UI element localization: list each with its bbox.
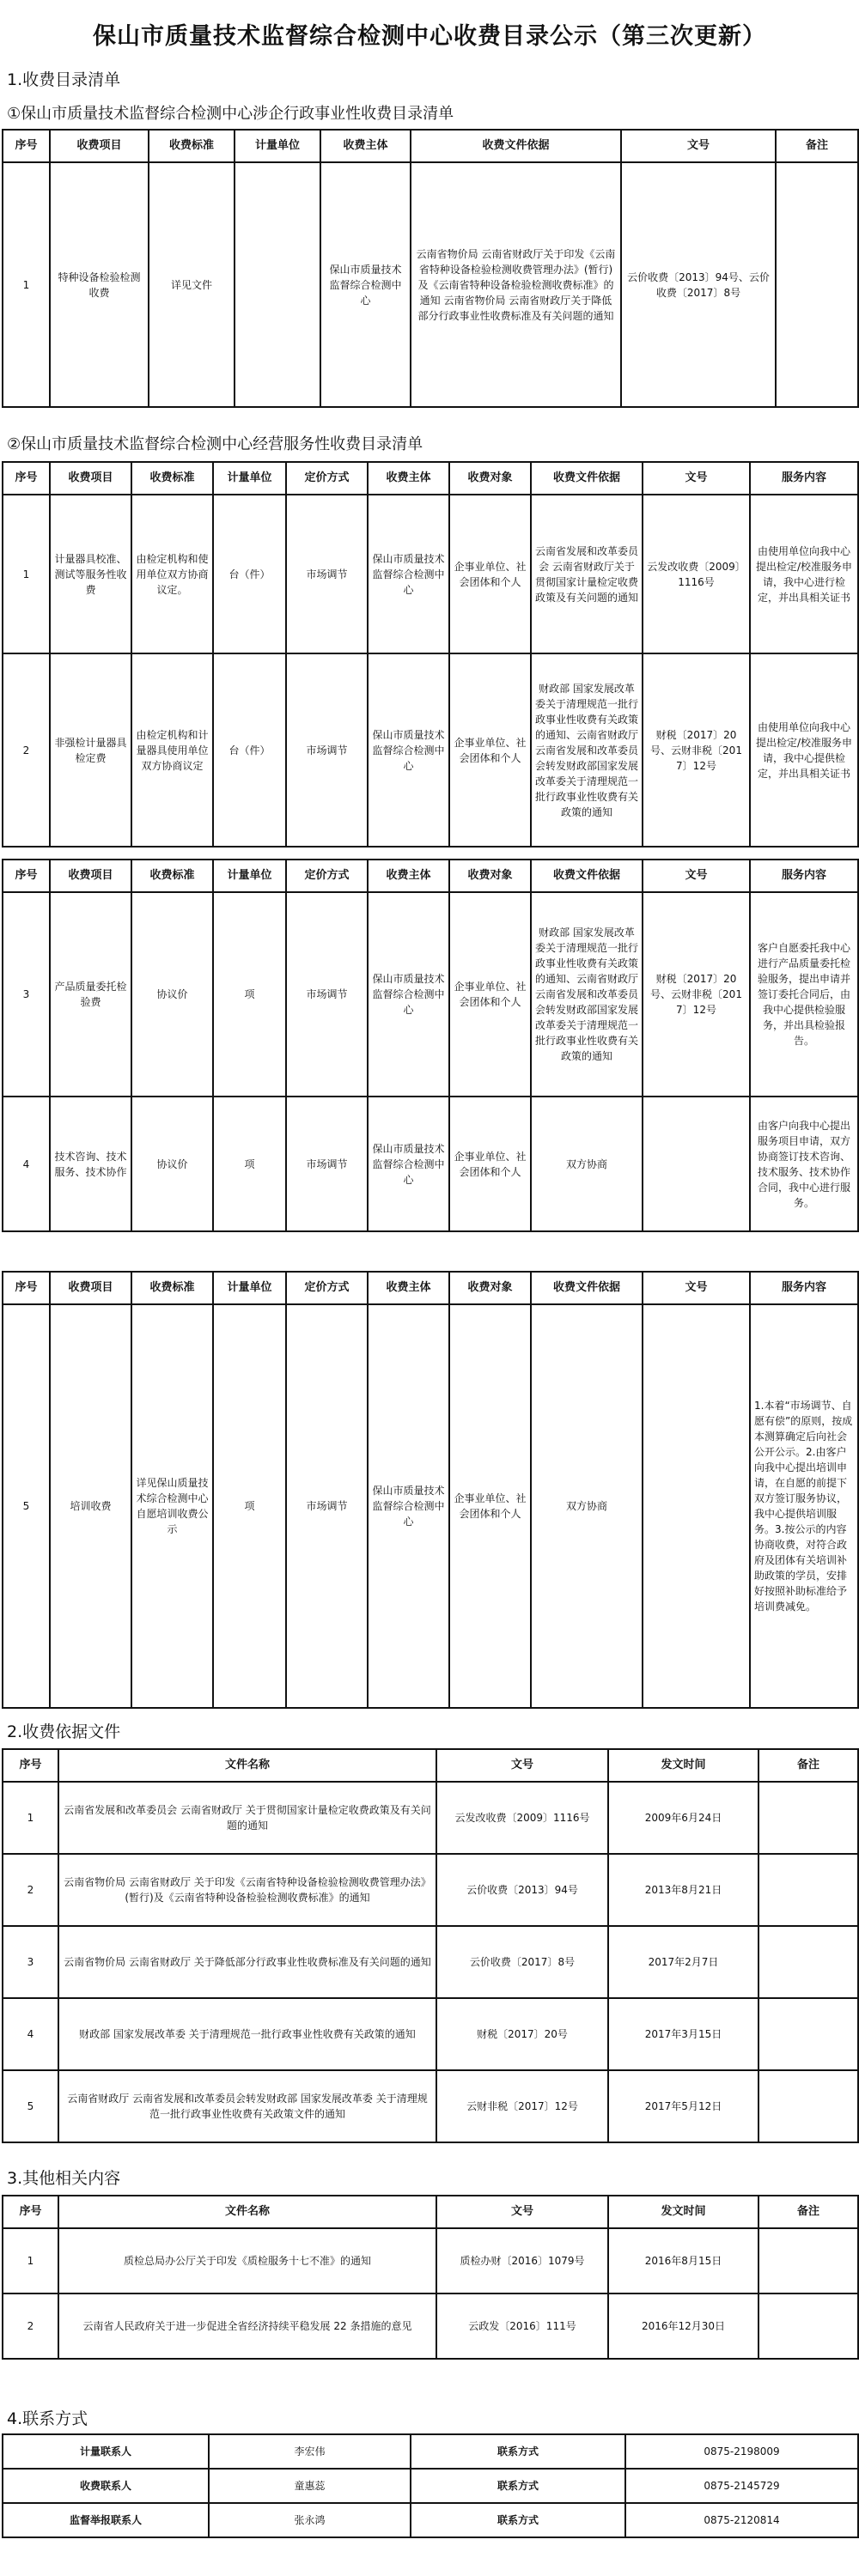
unit: 台（件） <box>213 495 286 653</box>
header-cell: 收费主体 <box>368 1272 449 1304</box>
fee-target: 企事业单位、社会团体和个人 <box>449 1097 531 1231</box>
header-cell: 文号 <box>621 130 776 162</box>
fee-subject: 保山市质量技术监督综合检测中心 <box>368 1097 449 1231</box>
row-number: 1 <box>3 2228 58 2293</box>
table-header-row <box>3 860 858 892</box>
doc-number: 云政发〔2016〕111号 <box>436 2293 608 2359</box>
contact-label: 联系方式 <box>411 2434 625 2469</box>
header-cell: 服务内容 <box>750 462 858 495</box>
contact-name: 李宏伟 <box>209 2434 411 2469</box>
header-cell: 序号 <box>3 462 50 495</box>
fee-standard: 由检定机构和使用单位双方协商议定。 <box>131 495 213 653</box>
unit: 项 <box>213 892 286 1097</box>
document-name: 云南省人民政府关于进一步促进全省经济持续平稳发展 22 条措施的意见 <box>58 2293 436 2359</box>
fee-basis: 双方协商 <box>531 1097 643 1231</box>
table-header-row <box>3 130 858 162</box>
fee-basis: 财政部 国家发展改革委关于清理规范一批行政事业性收费有关政策的通知、云南省财政厅 云南省发展和改革委员会转发财政部国家发展改革委关于清理规范一批行政事业性收费有关政策的通知 <box>531 653 643 847</box>
issue-date: 2017年3月15日 <box>608 1998 758 2070</box>
table-header-row <box>3 462 858 495</box>
fee-item: 非强检计量器具检定费 <box>50 653 131 847</box>
fee-target: 企事业单位、社会团体和个人 <box>449 653 531 847</box>
header-cell: 文号 <box>436 2196 608 2228</box>
doc-number: 财税〔2017〕20号、云财非税〔2017〕12号 <box>643 892 750 1097</box>
other-documents-table <box>2 2195 859 2360</box>
document-name: 质检总局办公厅关于印发《质检服务十七不准》的通知 <box>58 2228 436 2293</box>
issue-date: 2013年8月21日 <box>608 1854 758 1926</box>
admin-fee-table <box>2 129 859 408</box>
header-cell: 收费标准 <box>131 860 213 892</box>
doc-number: 财税〔2017〕20号 <box>436 1998 608 2070</box>
table-2-caption: ②保山市质量技术监督综合检测中心经营服务性收费目录清单 <box>7 435 423 453</box>
header-cell: 收费标准 <box>131 1272 213 1304</box>
section-4-heading: 4.联系方式 <box>7 2409 88 2428</box>
issue-date: 2017年5月12日 <box>608 2070 758 2142</box>
fee-item: 技术咨询、技术服务、技术协作 <box>50 1097 131 1231</box>
header-cell: 定价方式 <box>286 860 368 892</box>
table-row <box>3 1926 858 1998</box>
contact-row <box>3 2503 858 2537</box>
header-cell: 备注 <box>758 2196 858 2228</box>
contact-row <box>3 2434 858 2469</box>
header-cell: 收费对象 <box>449 1272 531 1304</box>
unit: 台（件） <box>213 653 286 847</box>
header-cell: 收费项目 <box>50 462 131 495</box>
doc-number: 云价收费〔2013〕94号 <box>436 1854 608 1926</box>
table-row <box>3 1304 858 1708</box>
service-fee-table-b <box>2 859 859 1232</box>
remark <box>758 2070 858 2142</box>
fee-standard: 协议价 <box>131 1097 213 1231</box>
header-cell: 定价方式 <box>286 462 368 495</box>
fee-target: 企事业单位、社会团体和个人 <box>449 1304 531 1708</box>
service-content: 由使用单位向我中心提出检定/校准服务申请，我中心进行检定，并出具相关证书 <box>750 495 858 653</box>
fee-item: 计量器具校准、测试等服务性收费 <box>50 495 131 653</box>
contact-label: 联系方式 <box>411 2503 625 2537</box>
header-cell: 收费主体 <box>368 860 449 892</box>
contact-label: 联系方式 <box>411 2469 625 2503</box>
doc-number: 云发改收费〔2009〕1116号 <box>436 1782 608 1854</box>
header-cell: 计量单位 <box>213 462 286 495</box>
header-cell: 收费主体 <box>368 462 449 495</box>
issue-date: 2017年2月7日 <box>608 1926 758 1998</box>
doc-number: 云价收费〔2013〕94号、云价收费〔2017〕8号 <box>621 162 776 407</box>
service-content: 由客户向我中心提出服务项目申请，双方协商签订技术咨询、技术服务、技术协作合同，我中心进行服务。 <box>750 1097 858 1231</box>
header-cell: 文号 <box>643 462 750 495</box>
section-3-heading: 3.其他相关内容 <box>7 2169 121 2188</box>
pricing-method: 市场调节 <box>286 1304 368 1708</box>
header-cell: 计量单位 <box>235 130 320 162</box>
table-row <box>3 1998 858 2070</box>
fee-target: 企事业单位、社会团体和个人 <box>449 495 531 653</box>
row-number: 1 <box>3 162 50 407</box>
fee-item: 产品质量委托检验费 <box>50 892 131 1097</box>
contact-phone: 0875-2198009 <box>625 2434 858 2469</box>
table-row <box>3 1097 858 1231</box>
header-cell: 收费对象 <box>449 462 531 495</box>
header-cell: 服务内容 <box>750 1272 858 1304</box>
header-cell: 收费主体 <box>320 130 411 162</box>
fee-standard: 详见保山质量技术综合检测中心自愿培训收费公示 <box>131 1304 213 1708</box>
header-cell: 序号 <box>3 1749 58 1782</box>
contact-role: 计量联系人 <box>3 2434 209 2469</box>
document-name: 云南省物价局 云南省财政厅 关于降低部分行政事业性收费标准及有关问题的通知 <box>58 1926 436 1998</box>
table-row <box>3 2228 858 2293</box>
contact-name: 童惠蕊 <box>209 2469 411 2503</box>
service-content: 客户自愿委托我中心进行产品质量委托检验服务，提出申请并签订委托合同后，由我中心提供检验服务，并出具检验报告。 <box>750 892 858 1097</box>
unit: 项 <box>213 1304 286 1708</box>
pricing-method: 市场调节 <box>286 495 368 653</box>
document-name: 云南省发展和改革委员会 云南省财政厅 关于贯彻国家计量检定收费政策及有关问题的通知 <box>58 1782 436 1854</box>
remark <box>758 1854 858 1926</box>
fee-standard: 详见文件 <box>149 162 235 407</box>
unit <box>235 162 320 407</box>
table-row <box>3 892 858 1097</box>
header-cell: 收费项目 <box>50 860 131 892</box>
header-cell: 发文时间 <box>608 1749 758 1782</box>
header-cell: 文件名称 <box>58 2196 436 2228</box>
doc-number: 云价收费〔2017〕8号 <box>436 1926 608 1998</box>
basis-documents-table <box>2 1748 859 2143</box>
fee-subject: 保山市质量技术监督综合检测中心 <box>368 495 449 653</box>
table-header-row <box>3 2196 858 2228</box>
header-cell: 收费文件依据 <box>531 462 643 495</box>
contact-phone: 0875-2145729 <box>625 2469 858 2503</box>
row-number: 2 <box>3 1854 58 1926</box>
table-header-row <box>3 1749 858 1782</box>
header-cell: 收费文件依据 <box>411 130 621 162</box>
header-cell: 计量单位 <box>213 860 286 892</box>
header-cell: 备注 <box>776 130 858 162</box>
table-row <box>3 1854 858 1926</box>
pricing-method: 市场调节 <box>286 1097 368 1231</box>
contact-row <box>3 2469 858 2503</box>
fee-basis: 财政部 国家发展改革委关于清理规范一批行政事业性收费有关政策的通知、云南省财政厅 云南省发展和改革委员会转发财政部国家发展改革委关于清理规范一批行政事业性收费有关政策的通知 <box>531 892 643 1097</box>
doc-number: 质检办财〔2016〕1079号 <box>436 2228 608 2293</box>
header-cell: 备注 <box>758 1749 858 1782</box>
document-name: 财政部 国家发展改革委 关于清理规范一批行政事业性收费有关政策的通知 <box>58 1998 436 2070</box>
fee-standard: 协议价 <box>131 892 213 1097</box>
header-cell: 文件名称 <box>58 1749 436 1782</box>
table-row <box>3 653 858 847</box>
table-row <box>3 1782 858 1854</box>
row-number: 2 <box>3 653 50 847</box>
fee-basis: 双方协商 <box>531 1304 643 1708</box>
remark <box>758 1782 858 1854</box>
header-cell: 序号 <box>3 2196 58 2228</box>
header-cell: 服务内容 <box>750 860 858 892</box>
header-cell: 收费标准 <box>131 462 213 495</box>
header-cell: 定价方式 <box>286 1272 368 1304</box>
header-cell: 发文时间 <box>608 2196 758 2228</box>
table-row <box>3 495 858 653</box>
fee-basis: 云南省物价局 云南省财政厅关于印发《云南省特种设备检验检测收费管理办法》(暂行)及《云南省特种设备检验检测收费标准》的通知 云南省物价局 云南省财政厅关于降低部分行政事业性收费标准及有关问题的通知 <box>411 162 621 407</box>
header-cell: 序号 <box>3 860 50 892</box>
issue-date: 2016年12月30日 <box>608 2293 758 2359</box>
row-number: 3 <box>3 892 50 1097</box>
table-row <box>3 2293 858 2359</box>
contact-role: 监督举报联系人 <box>3 2503 209 2537</box>
service-fee-table-a <box>2 461 859 848</box>
table-row <box>3 162 858 407</box>
pricing-method: 市场调节 <box>286 653 368 847</box>
header-cell: 收费文件依据 <box>531 1272 643 1304</box>
header-cell: 收费项目 <box>50 130 149 162</box>
row-number: 2 <box>3 2293 58 2359</box>
fee-subject: 保山市质量技术监督综合检测中心 <box>368 1304 449 1708</box>
remark <box>758 2293 858 2359</box>
issue-date: 2016年8月15日 <box>608 2228 758 2293</box>
contact-phone: 0875-2120814 <box>625 2503 858 2537</box>
doc-number: 财税〔2017〕20号、云财非税〔2017〕12号 <box>643 653 750 847</box>
fee-item: 特种设备检验检测收费 <box>50 162 149 407</box>
fee-subject: 保山市质量技术监督综合检测中心 <box>368 892 449 1097</box>
row-number: 5 <box>3 1304 50 1708</box>
row-number: 1 <box>3 495 50 653</box>
header-cell: 文号 <box>643 860 750 892</box>
doc-number: 云财非税〔2017〕12号 <box>436 2070 608 2142</box>
table-row <box>3 2070 858 2142</box>
doc-number <box>643 1304 750 1708</box>
service-content: 由使用单位向我中心提出检定/校准服务申请，我中心提供检定，并出具相关证书 <box>750 653 858 847</box>
contacts-table <box>2 2433 859 2538</box>
header-cell: 收费对象 <box>449 860 531 892</box>
remark <box>776 162 858 407</box>
doc-number: 云发改收费〔2009〕1116号 <box>643 495 750 653</box>
fee-target: 企事业单位、社会团体和个人 <box>449 892 531 1097</box>
training-fee-table <box>2 1271 859 1709</box>
table-header-row <box>3 1272 858 1304</box>
fee-item: 培训收费 <box>50 1304 131 1708</box>
header-cell: 文号 <box>436 1749 608 1782</box>
contact-role: 收费联系人 <box>3 2469 209 2503</box>
row-number: 3 <box>3 1926 58 1998</box>
unit: 项 <box>213 1097 286 1231</box>
fee-subject: 保山市质量技术监督综合检测中心 <box>320 162 411 407</box>
row-number: 4 <box>3 1097 50 1231</box>
section-2-heading: 2.收费依据文件 <box>7 1722 121 1741</box>
contact-name: 张永鸿 <box>209 2503 411 2537</box>
doc-number <box>643 1097 750 1231</box>
remark <box>758 2228 858 2293</box>
header-cell: 序号 <box>3 130 50 162</box>
header-cell: 收费标准 <box>149 130 235 162</box>
fee-subject: 保山市质量技术监督综合检测中心 <box>368 653 449 847</box>
issue-date: 2009年6月24日 <box>608 1782 758 1854</box>
row-number: 1 <box>3 1782 58 1854</box>
row-number: 5 <box>3 2070 58 2142</box>
table-1-caption: ①保山市质量技术监督综合检测中心涉企行政事业性收费目录清单 <box>7 105 454 123</box>
document-name: 云南省物价局 云南省财政厅 关于印发《云南省特种设备检验检测收费管理办法》(暂行)及《云南省特种设备检验检测收费标准》的通知 <box>58 1854 436 1926</box>
row-number: 4 <box>3 1998 58 2070</box>
fee-basis: 云南省发展和改革委员会 云南省财政厅关于贯彻国家计量检定收费政策及有关问题的通知 <box>531 495 643 653</box>
page-title: 保山市质量技术监督综合检测中心收费目录公示（第三次更新） <box>93 23 766 50</box>
service-content: 1.本着“市场调节、自愿有偿”的原则，按成本测算确定后向社会公开公示。2.由客户向我中心提出培训申请，在自愿的前提下双方签订服务协议，我中心提供培训服务。3.按公示的内容协商收费，对符合政府及团体有关培训补助政策的学员，安排好按照补助标准给予培训费减免。 <box>750 1304 858 1708</box>
header-cell: 文号 <box>643 1272 750 1304</box>
header-cell: 收费项目 <box>50 1272 131 1304</box>
header-cell: 收费文件依据 <box>531 860 643 892</box>
remark <box>758 1926 858 1998</box>
document-name: 云南省财政厅 云南省发展和改革委员会转发财政部 国家发展改革委 关于清理规范一批行政事业性收费有关政策文件的通知 <box>58 2070 436 2142</box>
section-1-heading: 1.收费目录清单 <box>7 70 121 89</box>
pricing-method: 市场调节 <box>286 892 368 1097</box>
header-cell: 计量单位 <box>213 1272 286 1304</box>
header-cell: 序号 <box>3 1272 50 1304</box>
remark <box>758 1998 858 2070</box>
fee-standard: 由检定机构和计量器具使用单位双方协商议定 <box>131 653 213 847</box>
